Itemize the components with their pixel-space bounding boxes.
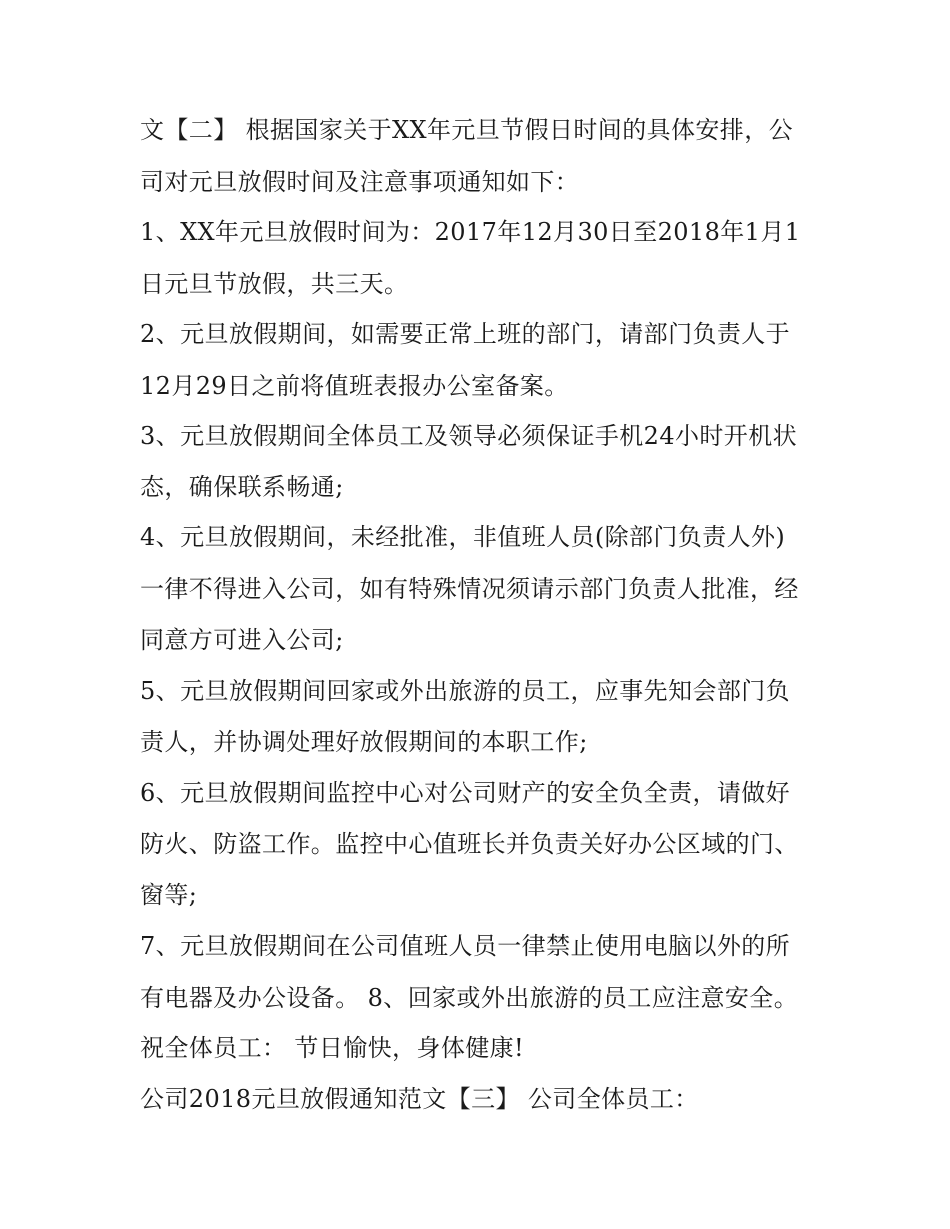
text-line: 态，确保联系畅通; — [140, 473, 344, 501]
text-line: 6、元旦放假期间监控中心对公司财产的安全负全责，请做好 — [140, 779, 791, 807]
text-line: 3、元旦放假期间全体员工及领导必须保证手机24小时开机状 — [140, 422, 798, 450]
text-line: 一律不得进入公司，如有特殊情况须请示部门负责人批准，经 — [140, 575, 799, 603]
text-line: 5、元旦放假期间回家或外出旅游的员工，应事先知会部门负 — [140, 677, 791, 705]
text-line: 司对元旦放假时间及注意事项通知如下： — [140, 168, 580, 196]
text-line: 12月29日之前将值班表报办公室备案。 — [140, 372, 569, 400]
text-line: 公司2018元旦放假通知范文【三】 公司全体员工： — [140, 1085, 699, 1113]
text-line: 同意方可进入公司; — [140, 626, 344, 654]
text-line: 有电器及办公设备。 8、回家或外出旅游的员工应注意安全。 — [140, 984, 799, 1012]
text-line: 窗等; — [140, 881, 198, 909]
text-line: 7、元旦放假期间在公司值班人员一律禁止使用电脑以外的所 — [140, 932, 791, 960]
text-line: 责人，并协调处理好放假期间的本职工作; — [140, 728, 588, 756]
text-line: 祝全体员工： 节日愉快，身体健康! — [140, 1034, 525, 1062]
text-line: 1、XX年元旦放假时间为：2017年12月30日至2018年1月1 — [140, 218, 801, 246]
text-line: 4、元旦放假期间，未经批准，非值班人员(除部门负责人外) — [140, 523, 786, 551]
text-line: 日元旦节放假，共三天。 — [140, 270, 409, 298]
text-line: 2、元旦放假期间，如需要正常上班的部门，请部门负责人于 — [140, 320, 791, 348]
text-line: 防火、防盗工作。监控中心值班长并负责关好办公区域的门、 — [140, 830, 799, 858]
text-line: 文【二】 根据国家关于XX年元旦节假日时间的具体安排，公 — [140, 116, 793, 144]
